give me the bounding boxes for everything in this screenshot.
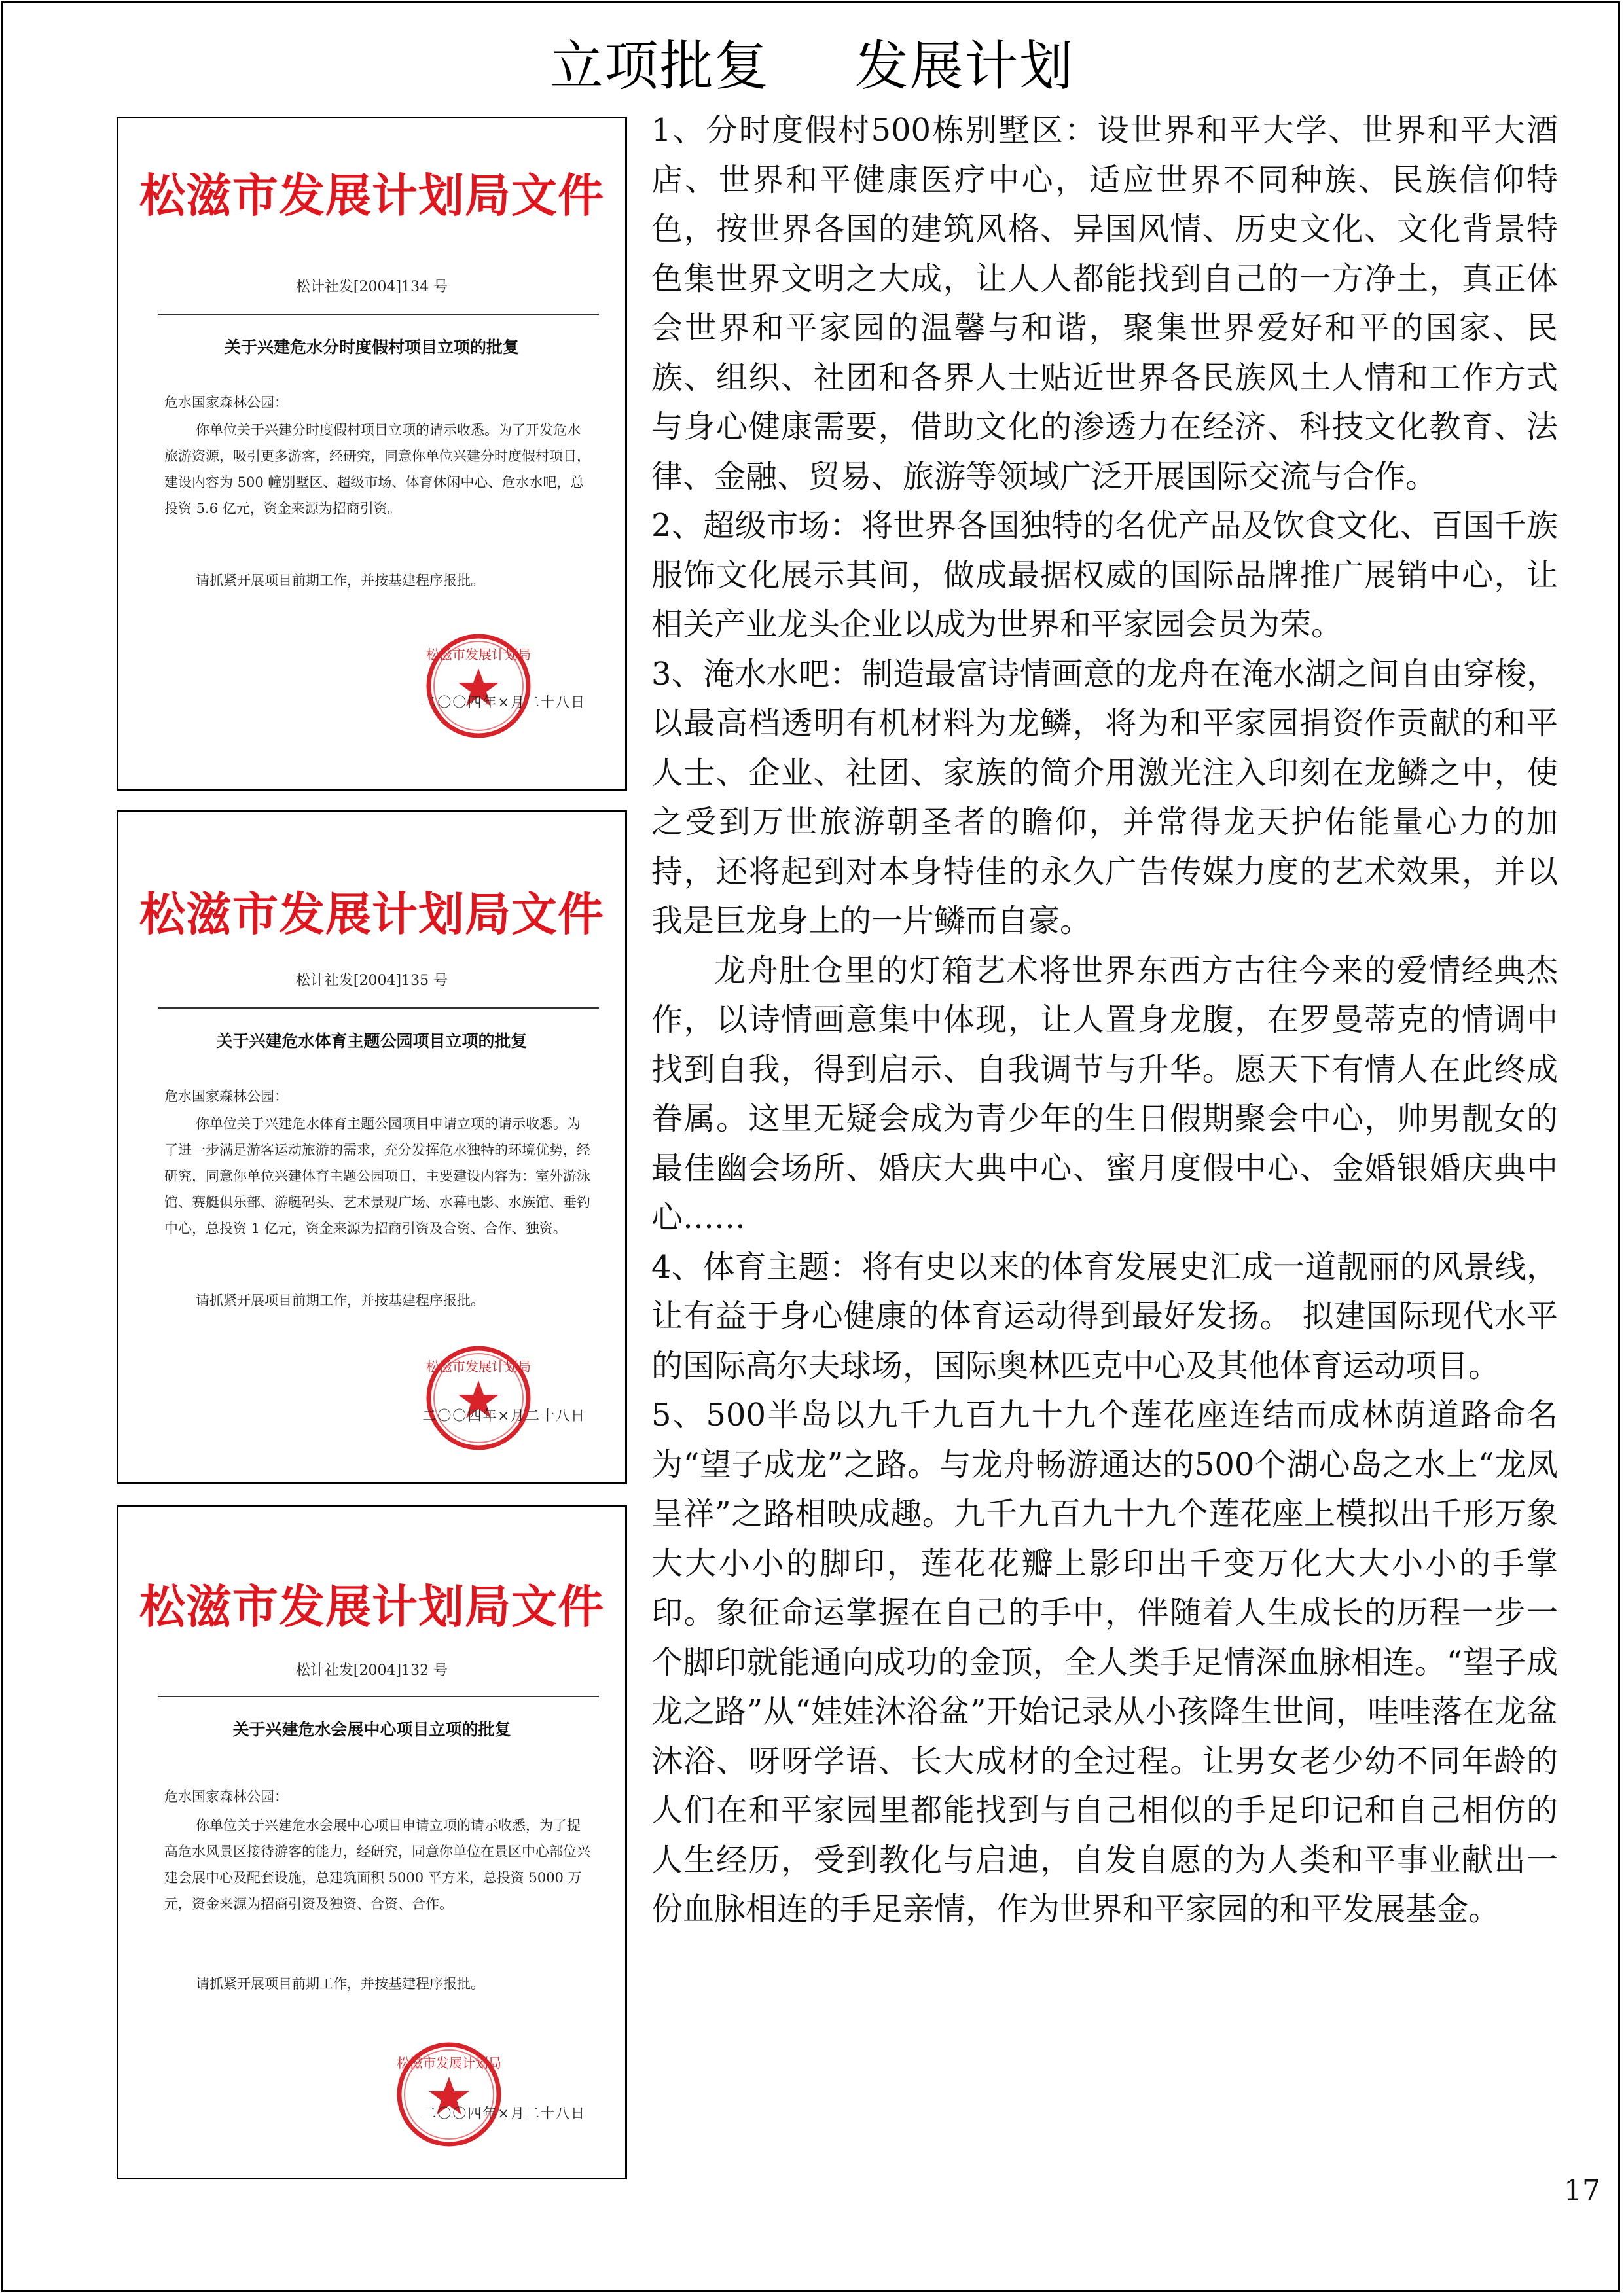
document-subject: 关于兴建危水分时度假村项目立项的批复 [224, 338, 519, 357]
document-number: 松计社发[2004]135 号 [295, 973, 448, 989]
document-addressee: 危水国家森林公园： [164, 395, 288, 410]
page-title-right: 发展计划 [854, 35, 1075, 98]
official-seal [393, 2039, 505, 2150]
seal-text: 松滋市发展计划局 [397, 2055, 501, 2071]
document-divider [158, 1696, 599, 1697]
official-seal [423, 1342, 534, 1454]
page-title [0, 27, 1624, 106]
document-closing: 请抓紧开展项目前期工作，并按基建程序报批。 [196, 1976, 484, 1992]
document-number: 松计社发[2004]132 号 [295, 1662, 448, 1679]
document-closing: 请抓紧开展项目前期工作，并按基建程序报批。 [196, 1293, 484, 1308]
seal-text: 松滋市发展计划局 [426, 1359, 531, 1374]
page-title-left: 立项批复 [549, 35, 770, 98]
plan-item-lotus-road: 5、500半岛以九千九百九十九个莲花座连结而成林荫道路命名为“望子成龙”之路。与龙舟畅游通达的500个湖心岛之水上“龙凤呈祥”之路相映成趣。九千九百九十九个莲花座上模拟出千形万象大大小小的脚印，莲花花瓣上影印出千变万化大大小小的手掌印。象征命运掌握在自己的手中，伴随着人生成长的历程一步一个脚印就能通向成功的金顶，全人类手足情深血脉相连。“望子成龙之路”从“娃娃沐浴盆”开始记录从小孩降生世间，哇哇落在龙盆沐浴、呀呀学语、长大成材的全过程。让男女老少幼不同年龄的人们在和平家园里都能找到与自己相似的手足印记和自己相仿的人生经历，受到教化与启迪，自发自愿的为人类和平事业献出一份血脉相连的手足亲情，作为世界和平家园的和平发展基金。 [651, 1397, 1558, 1928]
document-body: 你单位关于兴建危水体育主题公园项目申请立项的请示收悉。为了进一步满足游客运动旅游的需求，充分发挥危水独特的环境优势，经研究，同意你单位兴建体育主题公园项目，主要建设内容为：室外游泳馆、赛艇俱乐部、游艇码头、艺术景观广场、水幕电影、水族馆、垂钓中心，总投资 1 亿元，资金来源为招商引资及合资、合作、独资。 [164, 1116, 590, 1236]
approval-document-1 [117, 117, 627, 791]
document-subject: 关于兴建危水体育主题公园项目立项的批复 [216, 1031, 528, 1050]
document-closing: 请抓紧开展项目前期工作，并按基建程序报批。 [196, 573, 484, 588]
approval-document-2 [117, 810, 627, 1484]
document-header: 松滋市发展计划局文件 [139, 168, 604, 223]
page-number: 17 [1564, 2174, 1600, 2208]
document-number: 松计社发[2004]134 号 [295, 279, 448, 295]
document-addressee: 危水国家森林公园： [164, 1789, 288, 1804]
plan-item-dragon-boat-lightbox: 龙舟肚仓里的灯箱艺术将世界东西方古往今来的爱情经典杰作，以诗情画意集中体现，让人置身龙腹，在罗曼蒂克的情调中找到自我，得到启示、自我调节与升华。愿天下有情人在此终成眷属。这里无疑会成为青少年的生日假期聚会中心，帅男靓女的最佳幽会场所、婚庆大典中心、蜜月度假中心、金婚银婚庆典中心…… [651, 952, 1558, 1236]
document-date: 二〇〇四年×月二十八日 [422, 694, 586, 710]
document-divider [158, 314, 599, 315]
document-body: 你单位关于兴建分时度假村项目立项的请示收悉。为了开发危水旅游资源，吸引更多游客，经研究，同意你单位兴建分时度假村项目，建设内容为 500 幢别墅区、超级市场、体育休闲中心、危水水吧，总投资 5.6 亿元，资金来源为招商引资。 [164, 422, 590, 516]
document-date: 二〇〇四年×月二十八日 [422, 2106, 586, 2121]
seal-text: 松滋市发展计划局 [426, 647, 531, 662]
plan-item-supermarket: 2、超级市场：将世界各国独特的名优产品及饮食文化、百国千族服饰文化展示其间，做成最据权威的国际品牌推广展销中心，让相关产业龙头企业以成为世界和平家园会员为荣。 [651, 507, 1558, 643]
official-seal [423, 630, 534, 742]
document-header: 松滋市发展计划局文件 [139, 1579, 604, 1634]
document-addressee: 危水国家森林公园： [164, 1088, 288, 1104]
development-plan-text [651, 106, 1558, 1935]
plan-item-villas: 1、分时度假村500栋别墅区：设世界和平大学、世界和平大酒店、世界和平健康医疗中心，适应世界不同种族、民族信仰特色，按世界各国的建筑风格、异国风情、历史文化、文化背景特色集世界文明之大成，让人人都能找到自己的一方净土，真正体会世界和平家园的温馨与和谐，聚集世界爱好和平的国家、民族、组织、社团和各界人士贴近世界各民族风土人情和工作方式与身心健康需要，借助文化的渗透力在经济、科技文化教育、法律、金融、贸易、旅游等领域广泛开展国际交流与合作。 [651, 112, 1558, 495]
document-divider [158, 1007, 599, 1009]
approval-document-3 [117, 1505, 627, 2179]
plan-item-water-bar: 3、淹水水吧：制造最富诗情画意的龙舟在淹水湖之间自由穿梭，以最高档透明有机材料为龙鳞，将为和平家园捐资作贡献的和平人士、企业、社团、家族的简介用激光注入印刻在龙鳞之中，使之受到万世旅游朝圣者的瞻仰，并常得龙天护佑能量心力的加持，还将起到对本身特佳的永久广告传媒力度的艺术效果，并以我是巨龙身上的一片鳞而自豪。 [651, 655, 1558, 939]
document-subject: 关于兴建危水会展中心项目立项的批复 [232, 1720, 511, 1739]
document-body: 你单位关于兴建危水会展中心项目申请立项的请示收悉，为了提高危水风景区接待游客的能力，经研究，同意你单位在景区中心部位兴建会展中心及配套设施，总建筑面积 5000 平方米，总投资 5000 万元，资金来源为招商引资及独资、合资、合作。 [164, 1818, 590, 1912]
document-header: 松滋市发展计划局文件 [139, 887, 604, 941]
document-date: 二〇〇四年×月二十八日 [422, 1408, 586, 1424]
plan-item-sports: 4、体育主题：将有史以来的体育发展史汇成一道靓丽的风景线，让有益于身心健康的体育运动得到最好发扬。 拟建国际现代水平的国际高尔夫球场，国际奥林匹克中心及其他体育运动项目。 [651, 1248, 1558, 1384]
